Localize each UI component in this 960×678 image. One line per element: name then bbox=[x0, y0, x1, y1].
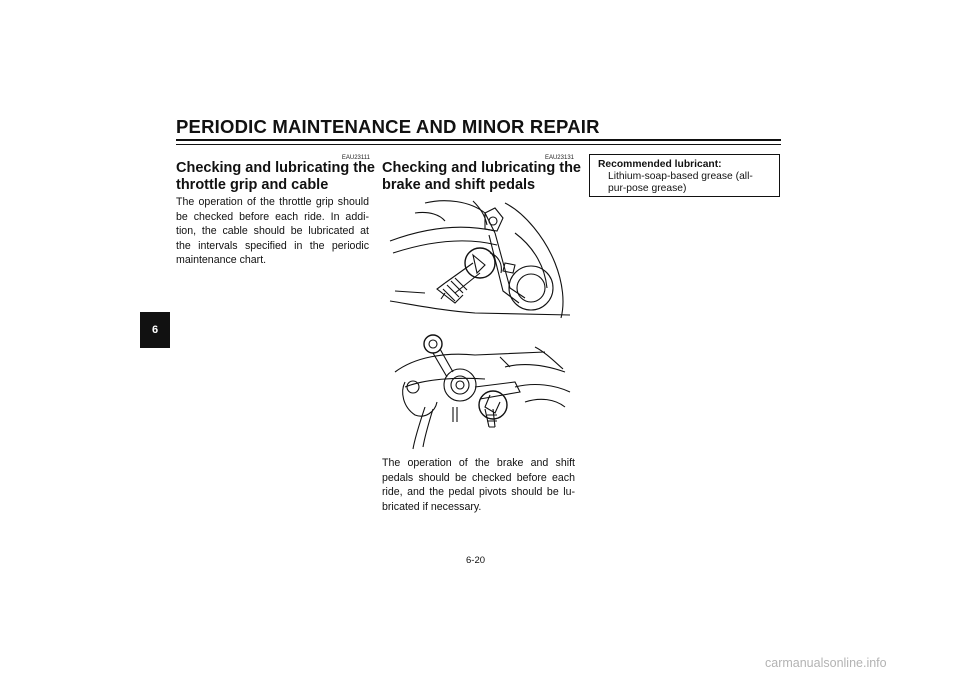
section-title-line: Checking and lubricating the bbox=[382, 160, 581, 176]
chapter-tab: 6 bbox=[140, 312, 170, 348]
section-title-line: brake and shift pedals bbox=[382, 177, 536, 193]
section-title-line: Checking and lubricating the bbox=[176, 160, 375, 176]
section-title bbox=[176, 160, 376, 194]
note-title: Recommended lubricant: bbox=[598, 159, 722, 170]
section-title-line: throttle grip and cable bbox=[176, 177, 329, 193]
body-paragraph: The operation of the brake and shift pedals should be checked before each ride, and the pedal pivots should be lu-bricated if necessary. bbox=[382, 457, 575, 513]
watermark: carmanualsonline.info bbox=[765, 656, 887, 670]
section-code: EAU23131 bbox=[544, 155, 574, 161]
section-body bbox=[382, 456, 575, 514]
page-header-title: PERIODIC MAINTENANCE AND MINOR REPAIR bbox=[176, 116, 600, 137]
brake-pedal-illustration bbox=[385, 193, 575, 325]
recommended-lubricant-box bbox=[589, 154, 780, 197]
section-body bbox=[176, 195, 369, 268]
note-text: Lithium-soap-based grease (all-pur-pose grease) bbox=[608, 171, 753, 194]
section-code: EAU23111 bbox=[341, 155, 370, 161]
shift-pedal-illustration bbox=[385, 327, 575, 452]
body-paragraph: The operation of the throttle grip should be checked before each ride. In addi-tion, the cable should be lubricated at the intervals specified in the periodic maintenance chart. bbox=[176, 196, 369, 267]
section-title bbox=[382, 160, 582, 194]
header-rule-thin bbox=[176, 144, 781, 145]
header-rule-thick bbox=[176, 139, 781, 141]
page-number: 6-20 bbox=[466, 555, 486, 566]
